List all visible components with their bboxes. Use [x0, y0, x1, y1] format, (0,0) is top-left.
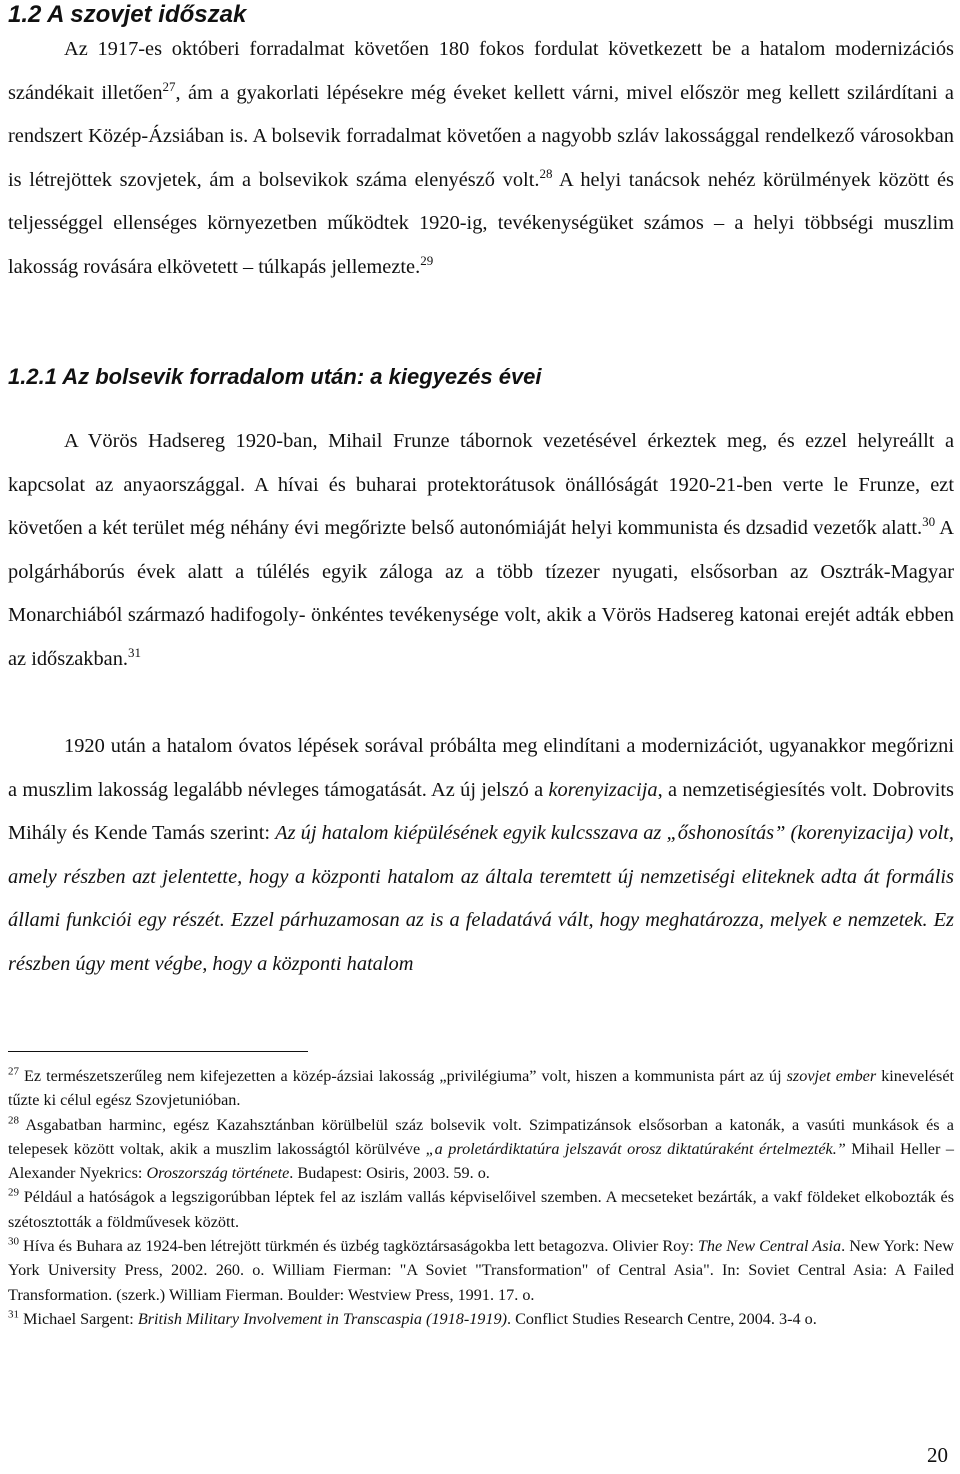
footnote-text: kinevelését tűzte ki célul egész Szovjetunióban. — [8, 1067, 955, 1110]
p3-quote: Az új hatalom kiépülésének egyik kulcsszava az „őshonosítás” (korenyizacija) volt, amely részben azt jelentette, hogy a központi hatalom az általa teremtett új nemzetiségi eliteknek adta át formális állami funkciói egy részét. Ezzel párhuzamosan az is a feladatává vált, hogy meghatározza, melyek e nemzetek. Ez részben úgy ment végbe, hogy a központi hatalom — [8, 822, 955, 975]
footnote-text: Michael Sargent: — [19, 1309, 138, 1328]
footnote-italic: The New Central Asia — [697, 1237, 842, 1256]
footnote-30 — [8, 1234, 954, 1307]
footnote-italic: Oroszország története — [146, 1164, 290, 1183]
p1-text-c: A helyi tanácsok nehéz körülmények között és teljességgel ellenséges környezetben működtek 1920-ig, tevékenységüket számos – a helyi többségi muszlim lakosság rovására elkövetett – túlkapás jellemezte. — [8, 168, 954, 278]
section-title: 1.2 A szovjet időszak — [8, 1, 247, 28]
footnote-ref-31[interactable]: 31 — [128, 645, 142, 661]
footnote-28 — [8, 1113, 954, 1186]
footnote-ref-27[interactable]: 27 — [162, 78, 176, 94]
p3-text-a: 1920 után a hatalom óvatos lépések sorával próbálta meg elindítani a modernizációt, ugyanakkor megőrizni a muszlim lakosság legalább névleges támogatását. Az új jelszó a — [8, 735, 954, 801]
footnote-text: Mihail Heller – Alexander Nyekrics: — [8, 1139, 954, 1183]
footnote-text: . Budapest: Osiris, 2003. 59. o. — [289, 1164, 490, 1183]
footnote-number: 27 — [8, 1065, 19, 1078]
footnote-text: Asgabatban harminc, egész Kazahsztánban körülbelül száz bolsevik volt. Szimpatizánsok elsősorban a katonák, a vasúti munkások és a telepesek között voltak, akik a muszlim lakosságtól körülvéve — [8, 1115, 954, 1158]
footnote-text: Híva és Buhara az 1924-ben létrejött türkmén és üzbég tagköztársaságokba lett betagozva. Olivier Roy: — [19, 1237, 698, 1256]
footnote-separator — [8, 1051, 308, 1052]
footnote-ref-30[interactable]: 30 — [922, 514, 936, 530]
footnote-text: Például a hatóságok a legszigorúbban léptek fel az iszlám vallás képviselőivel szemben. A mecseteket bezárták, a vakf földeket elkobozták és szétosztották a földművesek között. — [8, 1188, 954, 1231]
p1-text-a: Az 1917-es októberi forradalmat követően 180 fokos fordulat következett be a hatalom modernizációs szándékait illetően — [8, 38, 954, 104]
page-number: 20 — [927, 1443, 948, 1467]
p2-text-a: A Vörös Hadsereg 1920-ban, Mihail Frunze tábornok vezetésével érkeztek meg, és ezzel helyreállt a kapcsolat az anyaországgal. A hívai és buharai protektorátusok önállóságát 1920-21-ben verte le Frunze, ezt követően a két terület még néhány évi megőrizte belső autonómiáját helyi kommunista és dzsadid vezetők alatt. — [8, 430, 954, 540]
p3-term: korenyizacija — [548, 778, 658, 801]
footnotes — [8, 1064, 954, 1331]
footnote-31 — [8, 1307, 954, 1331]
p3-text-b: , a nemzetiségiesítés volt. Dobrovits Mihály és Kende Tamás szerint: — [8, 778, 954, 845]
footnote-ref-29[interactable]: 29 — [420, 253, 434, 269]
footnote-29 — [8, 1185, 954, 1234]
paragraph-3 — [8, 725, 954, 987]
footnote-number: 30 — [8, 1235, 19, 1248]
footnote-italic: „a proletárdiktatúra jelszavát orosz diktatúraként értelmezték.” — [425, 1139, 846, 1158]
footnote-text: . New York: New York University Press, 2002. 260. o. William Fierman: "A Soviet "Transformation" of Central Asia". In: Soviet Central Asia: A Failed Transformation. (szerk.) William Fierman. Boulder: Westview Press, 1991. 17. o. — [8, 1237, 954, 1304]
footnote-number: 29 — [8, 1187, 19, 1200]
paragraph-1 — [8, 28, 954, 290]
paragraph-2 — [8, 420, 954, 682]
subsection-title: 1.2.1 Az bolsevik forradalom után: a kiegyezés évei — [8, 364, 542, 389]
p2-text-b: A polgárháborús évek alatt a túlélés egyik záloga az a több tízezer nyugati, elsősorban az Osztrák-Magyar Monarchiából származó hadifogoly- önkéntes tevékenysége volt, akik a Vörös Hadsereg katonai erejét adták ebben az időszakban. — [8, 517, 955, 670]
footnote-italic: szovjet ember — [786, 1067, 877, 1085]
footnote-italic: British Military Involvement in Transcaspia (1918-1919) — [137, 1309, 507, 1328]
footnote-number: 28 — [8, 1114, 19, 1127]
footnote-27 — [8, 1064, 954, 1113]
p1-text-b: , ám a gyakorlati lépésekre még éveket kellett várni, mivel először meg kellett szilárdítani a rendszert Közép-Ázsiában is. A bolsevik forradalmat követően a nagyobb szláv lakossággal rendelkező városokban is létrejöttek szovjetek, ám a bolsevikok száma elenyésző volt. — [8, 81, 954, 191]
footnote-number: 31 — [8, 1308, 19, 1321]
footnote-text: . Conflict Studies Research Centre, 2004. 3-4 o. — [506, 1309, 817, 1328]
footnote-text: Ez természetszerűleg nem kifejezetten a közép-ázsiai lakosság „privilégiuma” volt, hiszen a kommunista párt az új — [19, 1067, 787, 1085]
footnote-ref-28[interactable]: 28 — [539, 165, 553, 181]
